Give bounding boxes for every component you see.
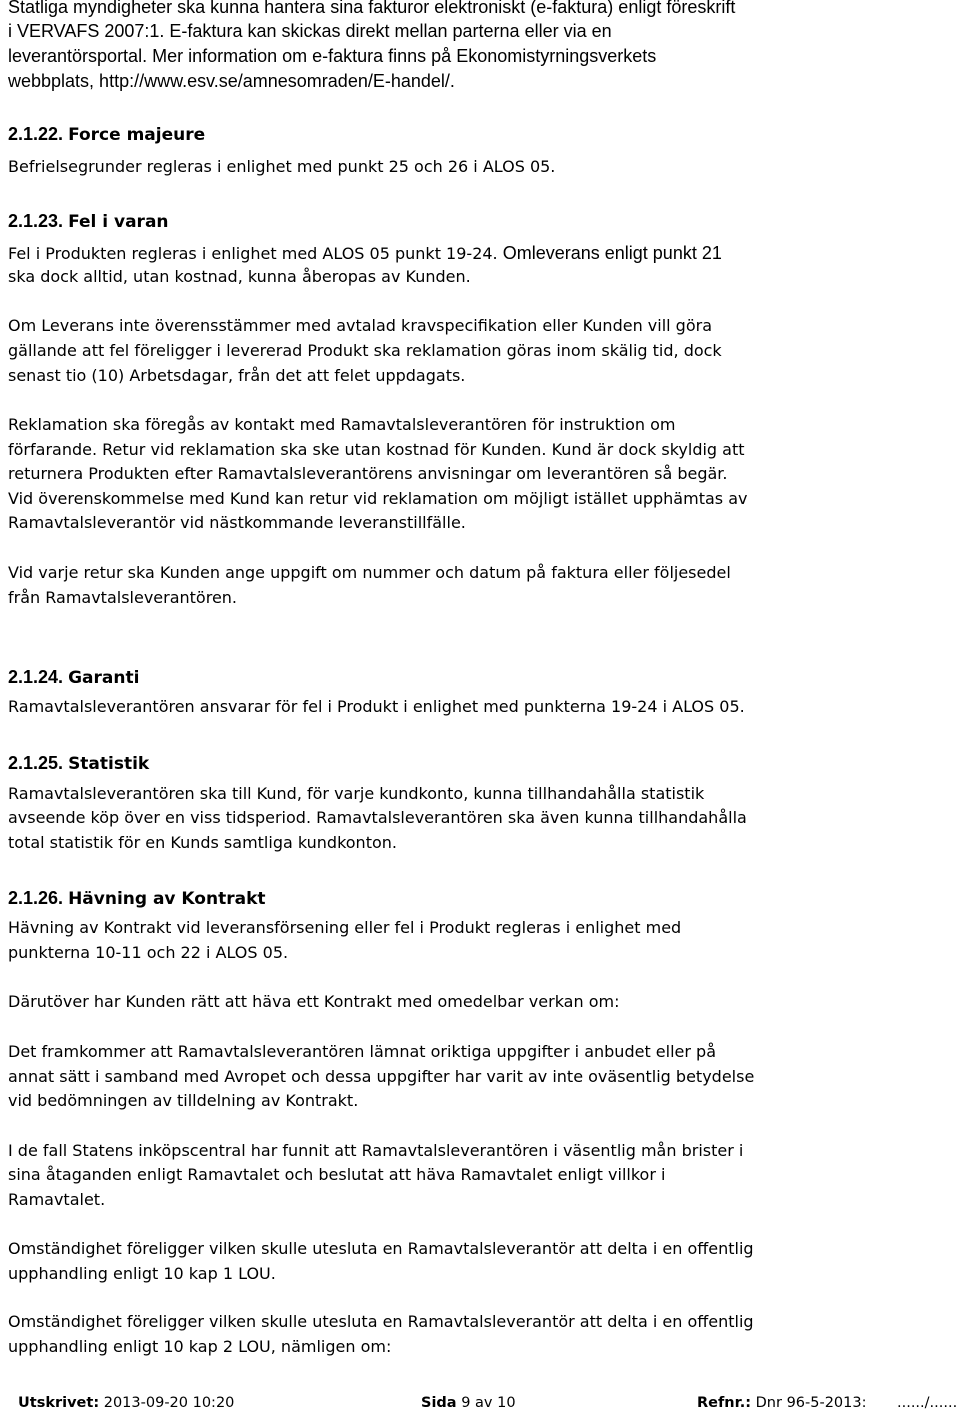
statistik-line-1: Ramavtalsleverantören ska till Kund, för varje kundkonto, kunna tillhandahålla statistik xyxy=(8,784,705,803)
heading-garanti xyxy=(8,666,139,689)
footer-ref-suffix: ....../...... xyxy=(897,1395,958,1411)
footer-ref xyxy=(697,1392,867,1414)
heading-title: Force majeure xyxy=(68,125,206,145)
footer-ref-label: Refnr.: xyxy=(697,1395,752,1411)
intro-line-1: Statliga myndigheter ska kunna hantera sina fakturor elektroniskt (e-faktura) enligt föreskrift xyxy=(8,0,736,17)
havning-p6-line-1: Omständighet föreligger vilken skulle utesluta en Ramavtalsleverantör att delta i en offentlig xyxy=(8,1312,754,1331)
fel-p3-line-1: Reklamation ska föregås av kontakt med Ramavtalsleverantören för instruktion om xyxy=(8,415,676,434)
heading-title: Statistik xyxy=(68,754,150,774)
heading-number: 2.1.23. xyxy=(8,211,64,231)
heading-number: 2.1.26. xyxy=(8,888,64,908)
fel-p3-line-2: förfarande. Retur vid reklamation ska ske utan kostnad för Kunden. Kund är dock skyldig att xyxy=(8,440,745,459)
heading-number: 2.1.22. xyxy=(8,124,64,144)
heading-number: 2.1.24. xyxy=(8,667,64,687)
havning-p5-line-1: Omständighet föreligger vilken skulle utesluta en Ramavtalsleverantör att delta i en offentlig xyxy=(8,1239,754,1258)
garanti-text: Ramavtalsleverantören ansvarar för fel i Produkt i enlighet med punkterna 19-24 i ALOS 05. xyxy=(8,697,745,716)
havning-p3-line-1: Det framkommer att Ramavtalsleverantören lämnat oriktiga uppgifter i anbudet eller på xyxy=(8,1042,717,1061)
heading-number: 2.1.25. xyxy=(8,753,64,773)
heading-havning xyxy=(8,887,266,910)
havning-p1-line-1: Hävning av Kontrakt vid leveransförsening eller fel i Produkt regleras i enlighet med xyxy=(8,918,682,937)
footer-printed-label: Utskrivet: xyxy=(18,1395,100,1411)
intro-line-2: i VERVAFS 2007:1. E-faktura kan skickas direkt mellan parterna eller via en xyxy=(8,21,612,41)
havning-p3-line-3: vid bedömningen av tilldelning av Kontrakt. xyxy=(8,1091,359,1110)
fel-p2-line-3: senast tio (10) Arbetsdagar, från det att felet uppdagats. xyxy=(8,366,466,385)
force-majeure-text: Befrielsegrunder regleras i enlighet med punkt 25 och 26 i ALOS 05. xyxy=(8,157,556,176)
heading-title: Garanti xyxy=(68,668,140,688)
havning-p5-line-2: upphandling enligt 10 kap 1 LOU. xyxy=(8,1264,276,1283)
fel-p4-line-2: från Ramavtalsleverantören. xyxy=(8,588,238,607)
intro-line-4: webbplats, http://www.esv.se/amnesomraden/E-handel/. xyxy=(8,71,455,91)
fel-p1-line-1 xyxy=(8,243,722,264)
footer-printed-value: 2013-09-20 10:20 xyxy=(103,1395,235,1411)
footer-ref-value: Dnr 96-5-2013: xyxy=(755,1395,867,1411)
fel-p2-line-2: gällande att fel föreligger i levererad Produkt ska reklamation göras inom skälig tid, dock xyxy=(8,341,722,360)
heading-title: Hävning av Kontrakt xyxy=(68,889,266,909)
footer-printed xyxy=(18,1392,234,1414)
intro-line-3: leverantörsportal. Mer information om e-faktura finns på Ekonomistyrningsverkets xyxy=(8,46,657,66)
fel-p2-line-1: Om Leverans inte överensstämmer med avtalad kravspecifikation eller Kunden vill göra xyxy=(8,316,713,335)
footer-page-total: 10 xyxy=(497,1395,516,1411)
heading-force-majeure xyxy=(8,123,205,146)
heading-fel-i-varan xyxy=(8,210,169,233)
havning-p3-line-2: annat sätt i samband med Avropet och dessa uppgifter har varit av inte oväsentlig betydelse xyxy=(8,1067,755,1086)
havning-p4-line-3: Ramavtalet. xyxy=(8,1190,106,1209)
footer-page xyxy=(421,1392,516,1414)
fel-p1-segment-omleverans: Omleverans enligt punkt 21 xyxy=(502,243,722,263)
statistik-line-3: total statistik för en Kunds samtliga kundkonton. xyxy=(8,833,397,852)
fel-p3-line-4: Vid överenskommelse med Kund kan retur vid reklamation om möjligt istället upphämtas av xyxy=(8,489,748,508)
footer-page-label: Sida xyxy=(421,1395,457,1411)
footer-page-current: 9 xyxy=(461,1395,471,1411)
havning-p4-line-2: sina åtaganden enligt Ramavtalet och beslutat att häva Ramavtalet enligt villkor i xyxy=(8,1165,666,1184)
footer-page-of: av xyxy=(475,1395,493,1411)
fel-p3-line-3: returnera Produkten efter Ramavtalsleverantörens anvisningar om leverantören så begär. xyxy=(8,464,728,483)
statistik-line-2: avseende köp över en viss tidsperiod. Ramavtalsleverantören ska även kunna tillhandahålla xyxy=(8,808,747,827)
heading-title: Fel i varan xyxy=(68,212,169,232)
fel-p1-line-2: ska dock alltid, utan kostnad, kunna åberopas av Kunden. xyxy=(8,267,471,286)
fel-p3-line-5: Ramavtalsleverantör vid nästkommande leveranstillfälle. xyxy=(8,513,466,532)
heading-statistik xyxy=(8,752,149,775)
havning-p6-line-2: upphandling enligt 10 kap 2 LOU, nämligen om: xyxy=(8,1337,392,1356)
fel-p1-segment: Fel i Produkten regleras i enlighet med ALOS 05 punkt 19-24. xyxy=(8,244,498,263)
fel-p4-line-1: Vid varje retur ska Kunden ange uppgift om nummer och datum på faktura eller följesedel xyxy=(8,563,731,582)
havning-p2-line-1: Därutöver har Kunden rätt att häva ett Kontrakt med omedelbar verkan om: xyxy=(8,992,620,1011)
havning-p1-line-2: punkterna 10-11 och 22 i ALOS 05. xyxy=(8,943,289,962)
havning-p4-line-1: I de fall Statens inköpscentral har funnit att Ramavtalsleverantören i väsentlig mån brister i xyxy=(8,1141,744,1160)
